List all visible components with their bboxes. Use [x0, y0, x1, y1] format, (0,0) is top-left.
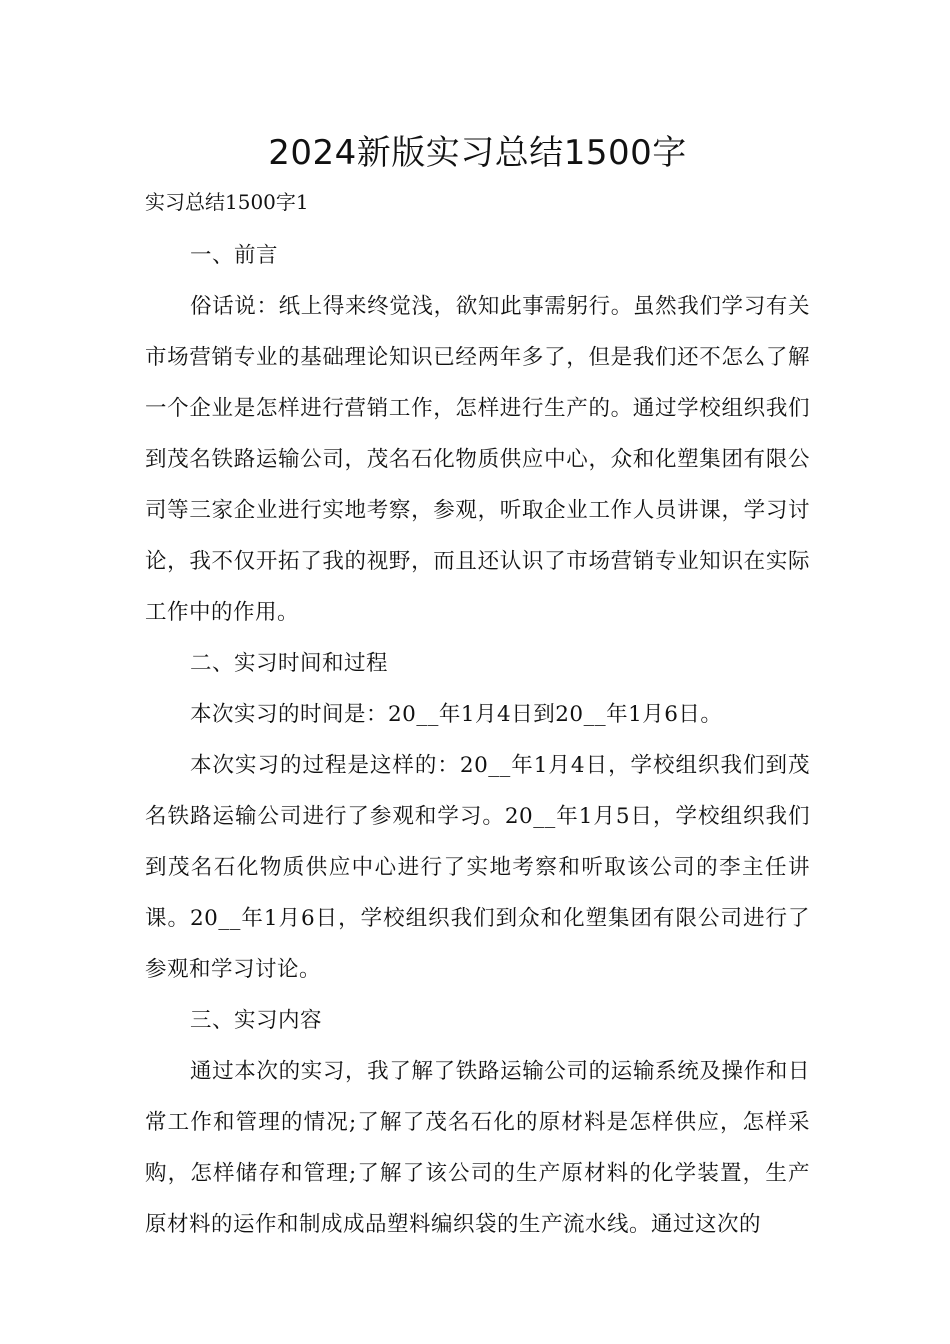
section-heading-content: 三、实习内容	[190, 1008, 323, 1033]
section-heading-preface: 一、前言	[190, 243, 279, 268]
paragraph-preface: 俗话说：纸上得来终觉浅，欲知此事需躬行。虽然我们学习有关市场营销专业的基础理论知识已经两年多了，但是我们还不怎么了解一个企业是怎样进行营销工作，怎样进行生产的。通过学校组织我们到茂名铁路运输公司，茂名石化物质供应中心，众和化塑集团有限公司等三家企业进行实地考察，参观，听取企业工作人员讲课，学习讨论，我不仅开拓了我的视野，而且还认识了市场营销专业知识在实际工作中的作用。	[145, 294, 810, 625]
document-subtitle: 实习总结1500字1	[145, 190, 309, 214]
document-page	[145, 125, 810, 1250]
paragraph-content: 通过本次的实习，我了解了铁路运输公司的运输系统及操作和日常工作和管理的情况;了解了茂名石化的原材料是怎样供应，怎样采购，怎样储存和管理;了解了该公司的生产原材料的化学装置，生产原材料的运作和制成成品塑料编织袋的生产流水线。通过这次的	[145, 1059, 810, 1237]
document-title: 2024新版实习总结1500字	[268, 133, 687, 173]
paragraph-process: 本次实习的过程是这样的：20__年1月4日，学校组织我们到茂名铁路运输公司进行了参观和学习。20__年1月5日，学校组织我们到茂名石化物质供应中心进行了实地考察和听取该公司的李主任讲课。20__年1月6日，学校组织我们到众和化塑集团有限公司进行了参观和学习讨论。	[145, 753, 810, 982]
section-heading-time-process: 二、实习时间和过程	[190, 651, 389, 676]
paragraph-time: 本次实习的时间是：20__年1月4日到20__年1月6日。	[190, 702, 723, 727]
